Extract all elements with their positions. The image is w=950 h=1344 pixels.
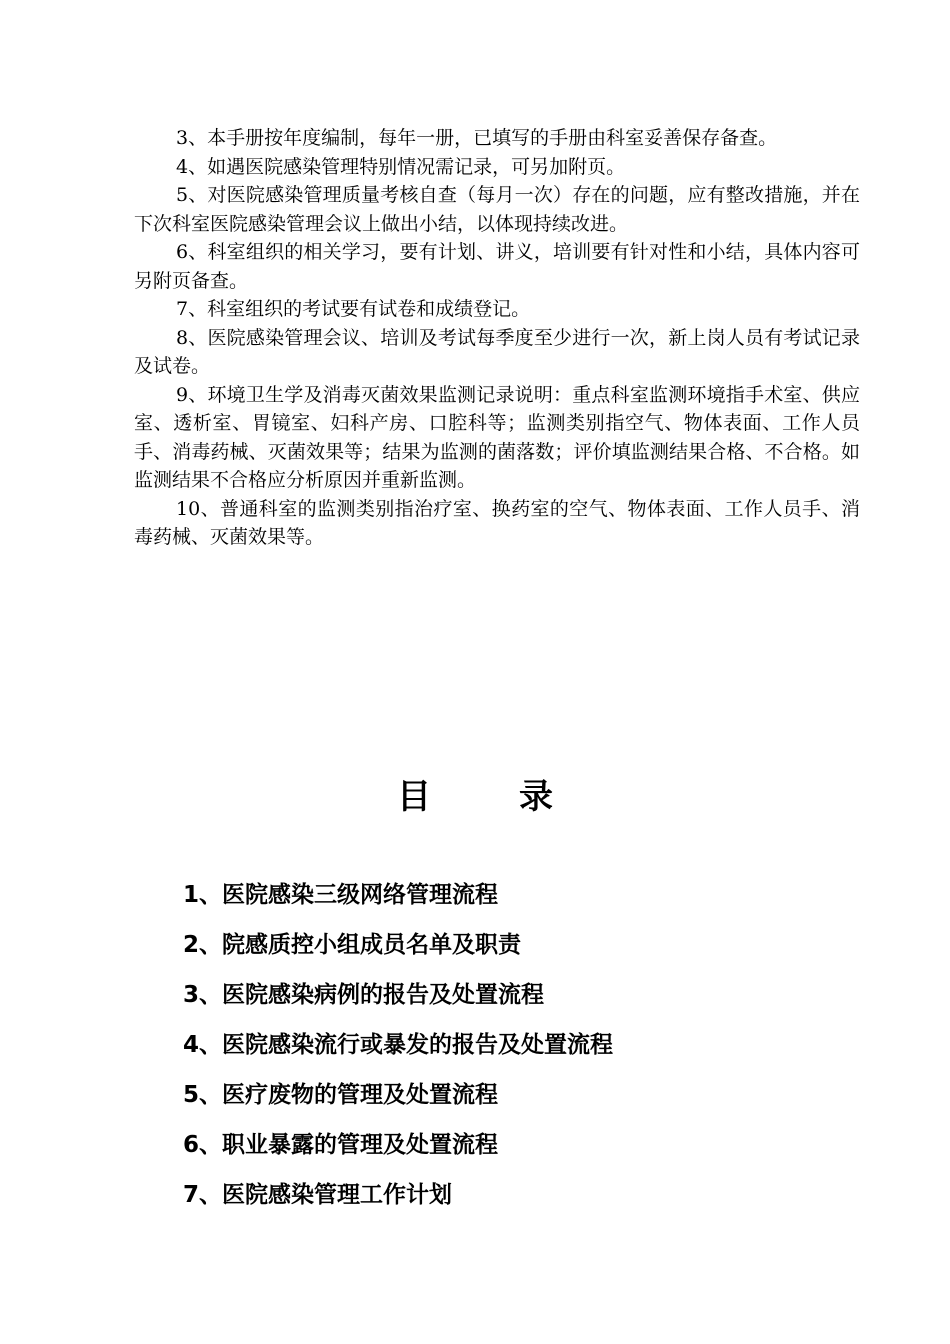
note-item: 4、如遇医院感染管理特别情况需记录，可另加附页。 [176,155,626,178]
toc-item[interactable]: 3、医院感染病例的报告及处置流程 [183,982,545,1008]
note-item: 7、科室组织的考试要有试卷和成绩登记。 [176,298,531,320]
toc-item[interactable]: 7、医院感染管理工作计划 [183,1182,453,1208]
note-item: 8、医院感染管理会议、培训及考试每季度至少进行一次，新上岗人员有考试记录及试卷。 [134,326,860,377]
toc-item[interactable]: 1、医院感染三级网络管理流程 [183,882,499,908]
toc-item[interactable]: 4、医院感染流行或暴发的报告及处置流程 [183,1032,614,1058]
toc-title-left: 目 [397,777,431,817]
toc-item[interactable]: 6、职业暴露的管理及处置流程 [183,1132,499,1158]
note-item: 9、环境卫生学及消毒灭菌效果监测记录说明：重点科室监测环境指手术室、供应室、透析室、胃镜室、妇科产房、口腔科等；监测类别指空气、物体表面、工作人员手、消毒药械、灭菌效果等；结果为监测的菌落数；评价填监测结果合格、不合格。如监测结果不合格应分析原因并重新监测。 [134,383,860,491]
toc-title-right: 录 [519,777,553,817]
note-item: 5、对医院感染管理质量考核自查（每月一次）存在的问题，应有整改措施，并在下次科室医院感染管理会议上做出小结，以体现持续改进。 [134,184,860,235]
table-of-contents [183,878,613,1228]
note-item: 10、普通科室的监测类别指治疗室、换药室的空气、物体表面、工作人员手、消毒药械、灭菌效果等。 [134,497,860,548]
toc-item[interactable]: 5、医疗废物的管理及处置流程 [183,1082,499,1108]
toc-item[interactable]: 2、院感质控小组成员名单及职责 [183,932,522,958]
note-item: 6、科室组织的相关学习，要有计划、讲义，培训要有针对性和小结，具体内容可另附页备查。 [134,241,860,292]
note-item: 3、本手册按年度编制，每年一册，已填写的手册由科室妥善保存备查。 [176,127,778,149]
toc-title [0,774,950,820]
instructions-section [134,124,860,552]
